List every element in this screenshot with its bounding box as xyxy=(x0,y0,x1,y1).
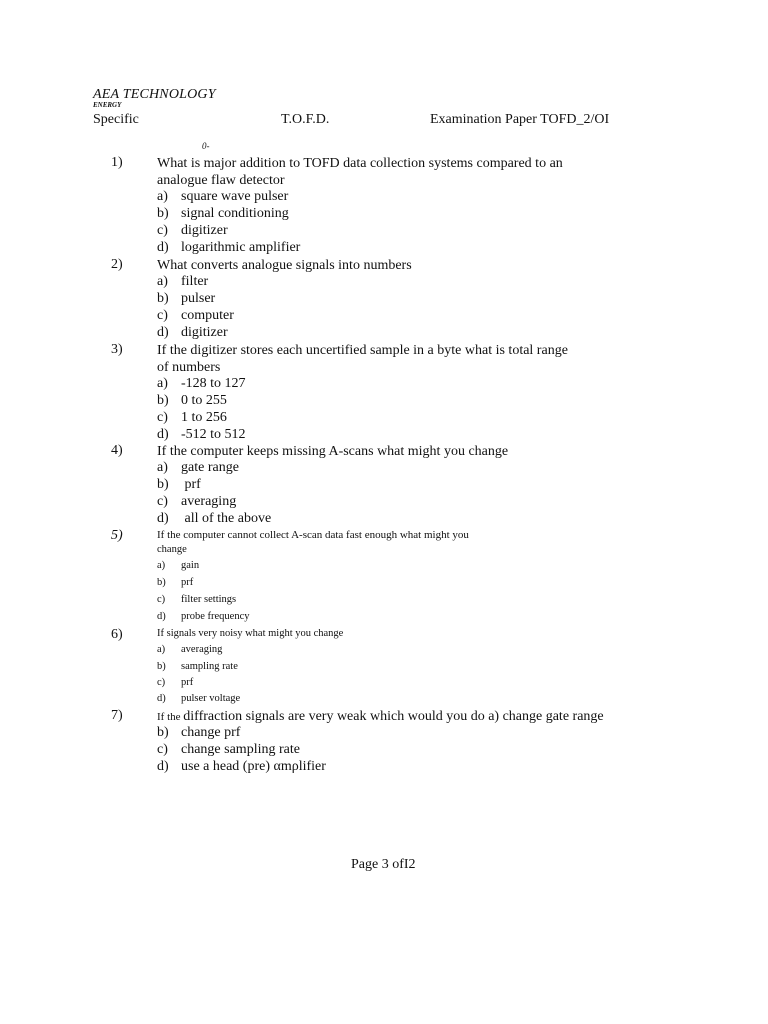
answer-option: a) averaging xyxy=(157,644,223,655)
organization-division: ENERGY xyxy=(93,101,122,109)
question-number: 6) xyxy=(111,627,123,642)
answer-option: a) gain xyxy=(157,560,200,571)
question-text: of numbers xyxy=(157,360,221,375)
answer-option: b) 0 to 255 xyxy=(157,393,227,408)
answer-option: a) filter xyxy=(157,274,209,289)
header-right: Examination Paper TOFD_2/OI xyxy=(430,112,610,127)
question-number: 5) xyxy=(111,528,123,543)
question-text: If the computer cannot collect A-scan data fast enough what might you xyxy=(157,529,469,541)
question-text: If the computer keeps missing A-scans what might you change xyxy=(157,444,509,459)
answer-option: c) 1 to 256 xyxy=(157,410,227,425)
answer-option: d) all of the above xyxy=(157,511,272,526)
question-number: 7) xyxy=(111,708,123,723)
organization-name: AEA TECHNOLOGY xyxy=(93,87,216,102)
answer-option: a) square wave pulser xyxy=(157,189,289,204)
answer-option: d) -512 to 512 xyxy=(157,427,246,442)
question-text: If the digitizer stores each uncertified sample in a byte what is total range xyxy=(157,343,568,358)
answer-option: c) averaging xyxy=(157,494,237,509)
answer-option: d) probe frequency xyxy=(157,611,250,622)
answer-option: b) prf xyxy=(157,477,201,492)
question-text: change xyxy=(157,544,187,555)
margin-mark: 0- xyxy=(202,141,210,151)
answer-option: b) signal conditioning xyxy=(157,206,289,221)
question-text: If signals very noisy what might you change xyxy=(157,628,344,639)
header-center: T.O.F.D. xyxy=(281,112,330,127)
page-number: Page 3 ofI2 xyxy=(351,857,416,872)
answer-option: d) use a head (pre) αmρlifier xyxy=(157,759,326,774)
question-number: 2) xyxy=(111,257,123,272)
answer-option: c) change sampling rate xyxy=(157,742,300,757)
answer-option: b) change prf xyxy=(157,725,241,740)
question-text: If the diffraction signals are very weak which would you do a) change gate range xyxy=(157,709,604,724)
question-text: What converts analogue signals into numbers xyxy=(157,258,412,273)
question-number: 4) xyxy=(111,443,123,458)
answer-option: d) logarithmic amplifier xyxy=(157,240,301,255)
answer-option: a) -128 to 127 xyxy=(157,376,246,391)
answer-option: c) digitizer xyxy=(157,223,228,238)
answer-option: b) pulser xyxy=(157,291,216,306)
answer-option: c) computer xyxy=(157,308,234,323)
answer-option: d) digitizer xyxy=(157,325,228,340)
answer-option: b) prf xyxy=(157,577,194,588)
question-number: 3) xyxy=(111,342,123,357)
answer-option: c) prf xyxy=(157,677,194,688)
question-text: analogue flaw detector xyxy=(157,173,285,188)
header-left: Specific xyxy=(93,112,139,127)
answer-option: a) gate range xyxy=(157,460,239,475)
answer-option: c) filter settings xyxy=(157,594,237,605)
answer-option: d) pulser voltage xyxy=(157,693,241,704)
answer-option: b) sampling rate xyxy=(157,661,238,672)
question-text: What is major addition to TOFD data collection systems compared to an xyxy=(157,156,563,171)
question-number: 1) xyxy=(111,155,123,170)
